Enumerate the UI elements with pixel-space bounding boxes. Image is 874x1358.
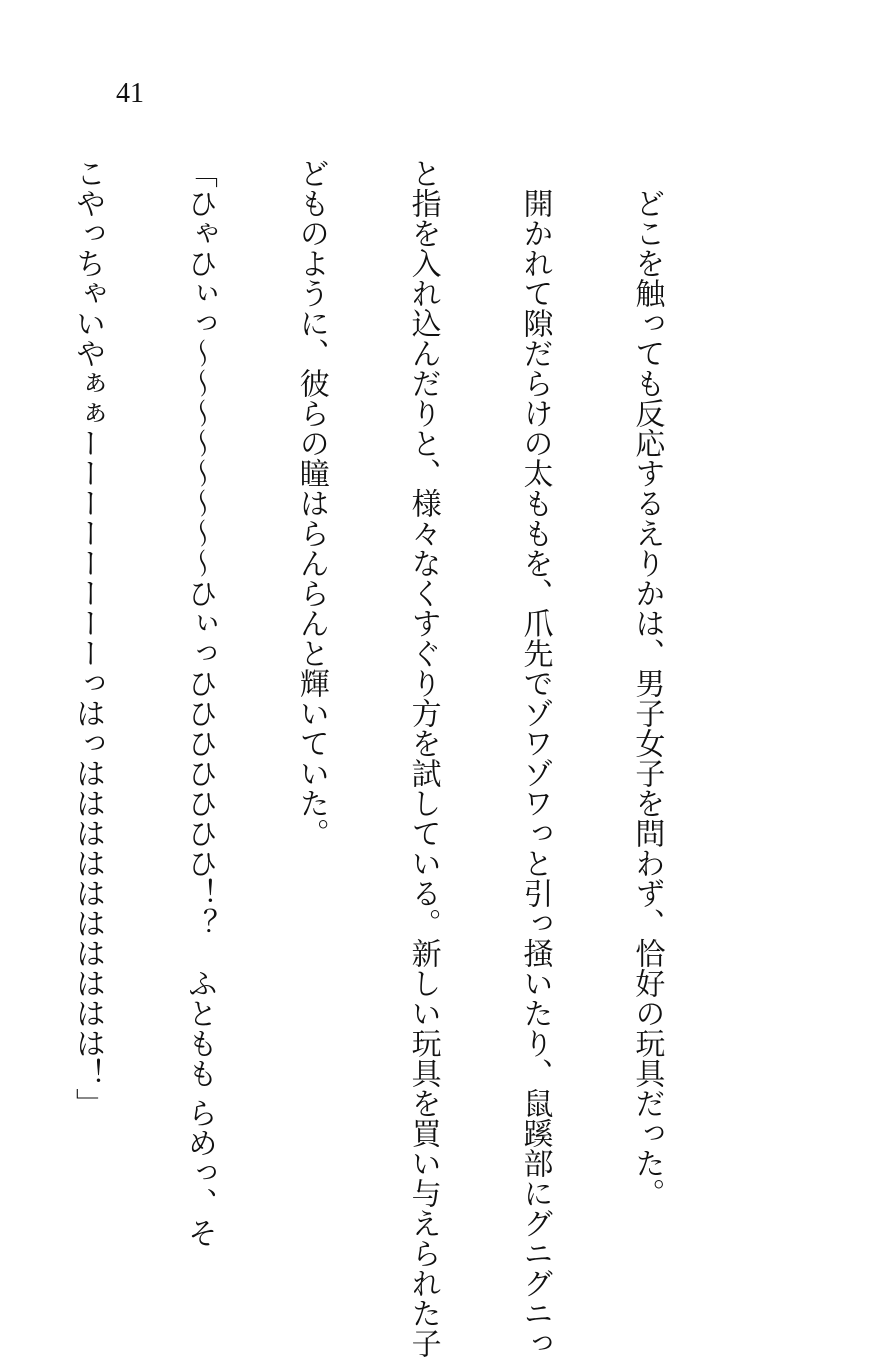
body-text	[0, 158, 740, 1358]
text-line: どこを触っても反応するえりかは、男子女子を問わず、恰好の玩具だった。	[629, 158, 665, 1208]
text-line: 「ひゃひぃっ〜〜〜〜〜〜〜〜ひぃっひひひひひひひ！？ ふともも らめっ、そ	[181, 158, 217, 1248]
text-line: こやっちゃいやぁぁーーーーーーーーっはっはははははははははは！」	[69, 158, 105, 1118]
text-line: どものように、彼らの瞳はらんらんと輝いていた。	[293, 158, 329, 848]
text-line: 開かれて隙だらけの太ももを、爪先でゾワゾワっと引っ掻いたり、鼠蹊部にグニグニっ	[517, 158, 553, 1358]
text-line: と指を入れ込んだりと、様々なくすぐり方を試している。新しい玩具を買い与えられた子	[405, 158, 441, 1358]
page-number: 41	[116, 78, 144, 109]
